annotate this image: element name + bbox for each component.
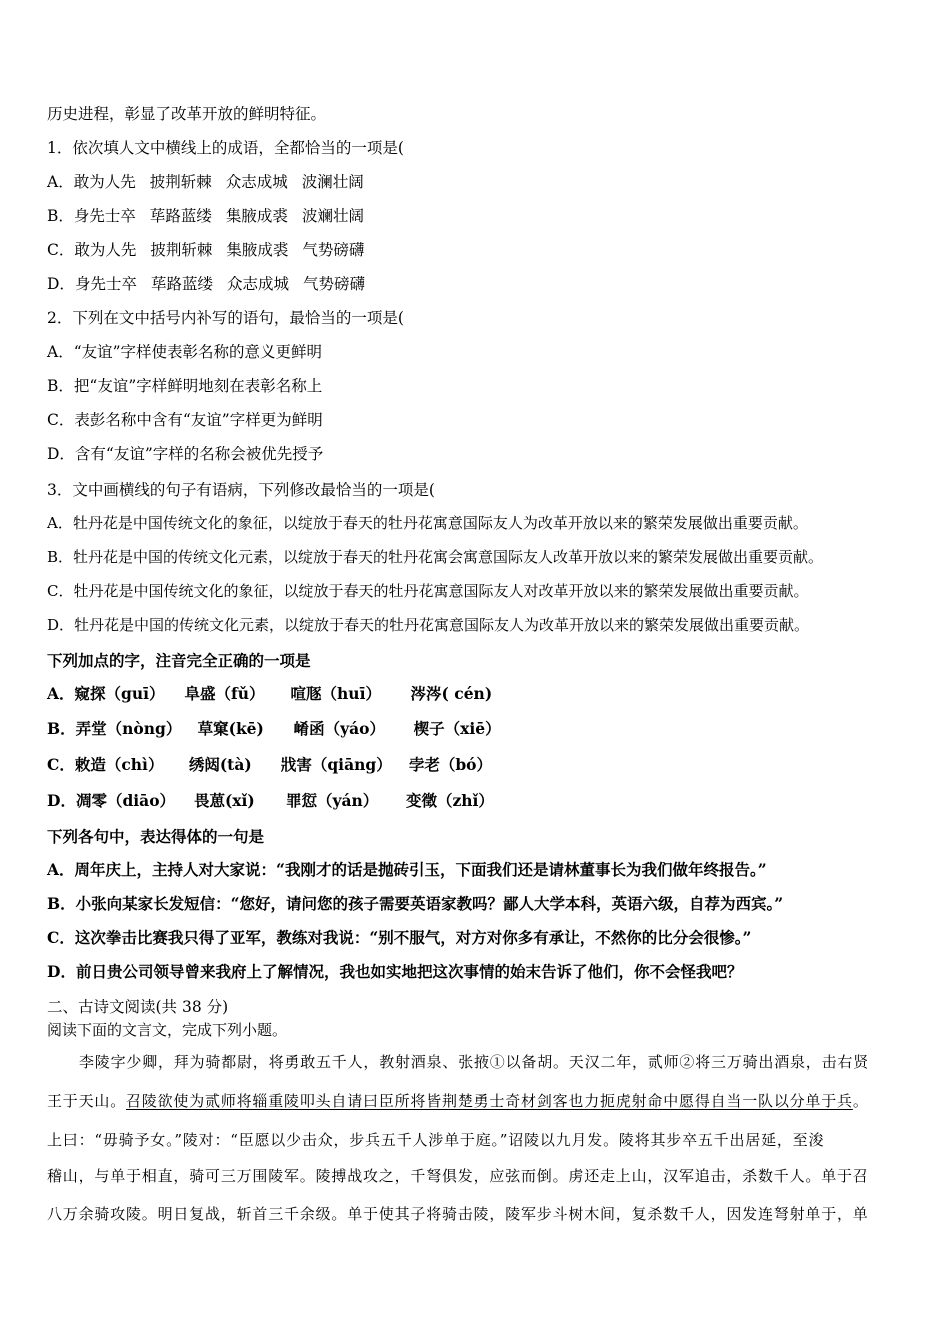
idiom: 披荆斩棘 [150, 241, 213, 259]
idiom: 气势磅礴 [302, 275, 365, 293]
section-instruction: 阅读下面的文言文，完成下列小题。 [47, 1021, 288, 1039]
option-label: A． [47, 684, 75, 703]
q3-option-a: A．牡丹花是中国传统文化的象征，以绽放于春天的牡丹花寓意国际友人为改革开放以来的繁荣发展做出重要贡献。 [47, 514, 808, 532]
q2-stem: 2．下列在文中括号内补写的语句，最恰当的一项是( [47, 309, 404, 327]
q4-option-b [47, 717, 501, 739]
pinyin-item: 绣闼(tà) [188, 755, 252, 774]
q3-option-c: C．牡丹花是中国传统文化的象征，以绽放于春天的牡丹花寓意国际友人对改革开放以来的繁荣发展做出重要贡献。 [47, 582, 809, 600]
option-label: C． [47, 755, 75, 774]
idiom: 身先士卒 [74, 275, 137, 293]
idiom: 众志成城 [225, 173, 288, 191]
q4-option-a [47, 682, 492, 704]
q2-option-a: A．“友谊”字样使表彰名称的意义更鲜明 [47, 343, 323, 361]
pinyin-item: 孛老（bó） [408, 755, 493, 774]
pinyin-item: 楔子（xiē） [413, 719, 501, 738]
q3-option-b: B．牡丹花是中国的传统文化元素，以绽放于春天的牡丹花寓会寓意国际友人改革开放以来的繁荣发展做出重要贡献。 [47, 548, 824, 566]
q3-stem: 3．文中画横线的句子有语病，下列修改最恰当的一项是( [47, 481, 435, 499]
idiom: 身先士卒 [73, 207, 136, 225]
option-label: B． [47, 207, 74, 225]
intro-line: 历史进程，彰显了改革开放的鲜明特征。 [47, 105, 327, 123]
passage-text: 。 [852, 1092, 869, 1110]
idiom: 众志成城 [226, 275, 289, 293]
q5-option-d: D．前日贵公司领导曾来我府上了解情况，我也如实地把这次事情的始末告诉了他们，你不会怪我吧？ [47, 962, 743, 981]
idiom: 荜路蓝缕 [150, 275, 213, 293]
passage-text: 王于天山。 [47, 1092, 127, 1110]
passage-line-1: 李陵字少卿，拜为骑都尉，将勇敢五千人，教射酒泉、张掖①以备胡。天汉二年，贰师②将三万骑出酒泉，击右贤 [79, 1053, 870, 1071]
q2-option-c: C．表彭名称中含有“友谊”字样更为鲜明 [47, 411, 323, 429]
pinyin-item: 崤函（yáo） [293, 719, 385, 738]
idiom: 波斓壮阔 [301, 207, 364, 225]
idiom: 集腋成裘 [226, 241, 289, 259]
idiom: 集腋成裘 [225, 207, 288, 225]
pinyin-item: 草窠(kē) [197, 719, 264, 738]
pinyin-item: 窥探（guī） [74, 684, 165, 703]
idiom: 波澜壮阔 [301, 173, 364, 191]
q2-option-d: D．含有“友谊”字样的名称会被优先授予 [47, 445, 324, 463]
idiom: 气势磅礴 [302, 241, 365, 259]
pinyin-item: 涔涔( cén) [410, 684, 493, 703]
q5-stem: 下列各句中，表达得体的一句是 [47, 827, 265, 846]
pinyin-item: 阜盛（fǔ） [184, 684, 265, 703]
pinyin-item: 罪愆（yán） [285, 791, 379, 810]
option-label: C． [47, 241, 75, 259]
q1-option-d [47, 272, 365, 294]
option-label: B． [47, 719, 76, 738]
q5-option-c: C．这次拳击比赛我只得了亚军，教练对我说：“别不服气，对方对你多有承让，不然你的比分会很惨。” [47, 928, 752, 947]
idiom: 敢为人先 [74, 241, 137, 259]
q1-option-a [47, 170, 364, 192]
pinyin-item: 畏葸(xǐ) [193, 791, 255, 810]
pinyin-item: 弄堂（nòng） [75, 719, 182, 738]
passage-line-2 [47, 1090, 905, 1111]
q2-option-b: B．把“友谊”字样鲜明地刻在表彰名称上 [47, 377, 323, 395]
q4-option-c [47, 753, 492, 775]
idiom: 敢为人先 [73, 173, 136, 191]
passage-line-4: 稽山，与单于相直，骑可三万围陵军。陵搏战攻之，千弩俱发，应弦而倒。虏还走上山，汉军追击，杀数千人。单于召 [47, 1167, 869, 1185]
q5-option-a: A．周年庆上，主持人对大家说：“我刚才的话是抛砖引玉，下面我们还是请林董事长为我们做年终报告。” [47, 860, 767, 879]
pinyin-item: 喧豗（huī） [290, 684, 381, 703]
section-heading: 二、古诗文阅读(共 38 分) [47, 998, 229, 1016]
q4-stem: 下列加点的字，注音完全正确的一项是 [47, 651, 311, 670]
option-label: D． [47, 791, 76, 810]
q1-option-b [47, 204, 364, 226]
passage-line-5: 八万余骑攻陵。明日复战，斩首三千余级。单于使其子将骑击陵，陵军步斗树木间，复杀数千人，因发连弩射单于，单 [47, 1205, 869, 1223]
underlined-sentence: 召陵欲使为贰师将辎重陵叩头自请曰臣所将皆荆楚勇士奇材剑客也力扼虎射命中愿得自当一队以分单于兵 [126, 1092, 853, 1110]
pinyin-item: 变徵（zhǐ） [405, 791, 494, 810]
pinyin-item: 敕造（chì） [74, 755, 164, 774]
pinyin-item: 戕害（qiāng） [280, 755, 392, 774]
option-label: A． [47, 173, 74, 191]
idiom: 荜路蓝缕 [149, 207, 212, 225]
q5-option-b: B．小张向某家长发短信：“您好，请问您的孩子需要英语家教吗？鄙人大学本科，英语六级，自荐为西宾。” [47, 894, 784, 913]
q1-stem: 1．依次填人文中横线上的成语，全都恰当的一项是( [47, 139, 404, 157]
q4-option-d [47, 789, 494, 811]
option-label: D． [47, 275, 75, 293]
idiom: 披荆斩棘 [149, 173, 212, 191]
pinyin-item: 凋零（diāo） [75, 791, 176, 810]
q1-option-c [47, 238, 364, 260]
passage-line-3: 上曰：“毋骑予女。”陵对：“臣愿以少击众，步兵五千人涉单于庭。”诏陵以九月发。陵将其步卒五千出居延，至浚 [47, 1131, 825, 1149]
q3-option-d: D．牡丹花是中国的传统文化元素，以绽放于春天的牡丹花寓意国际友人为改革开放以来的繁荣发展做出重要贡献。 [47, 616, 810, 634]
